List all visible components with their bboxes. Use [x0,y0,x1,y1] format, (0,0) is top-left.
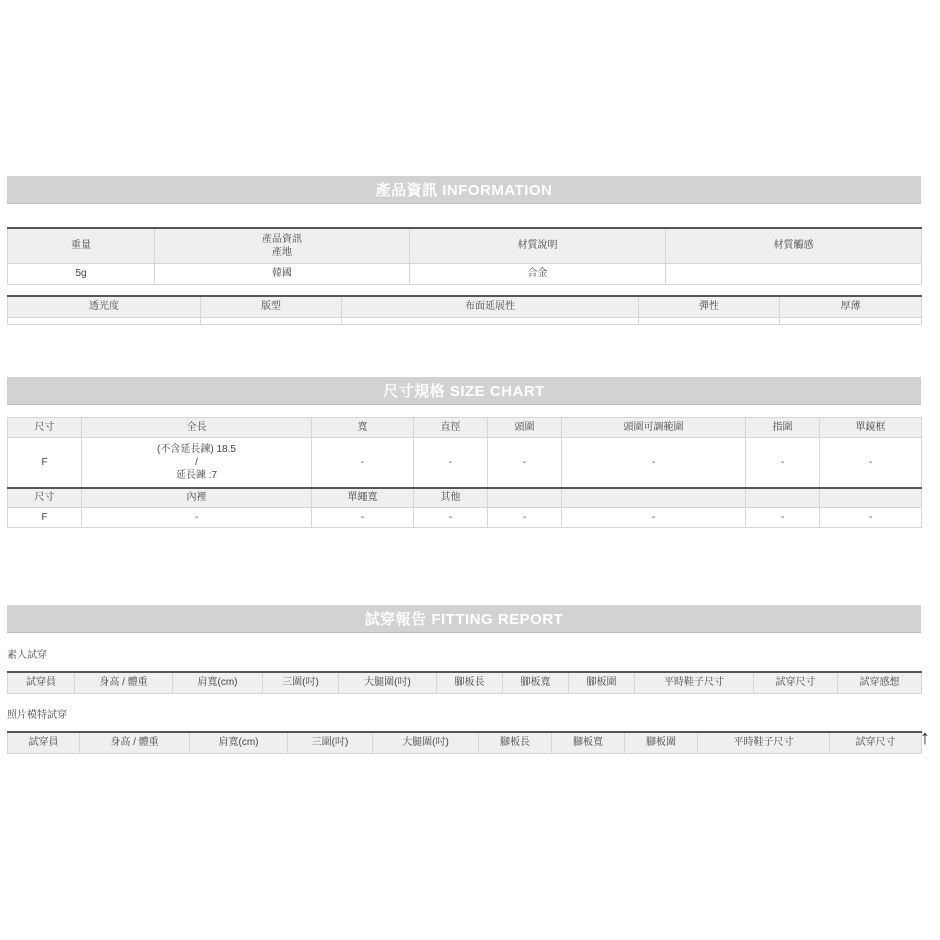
length-value: (不含延長鍊) 18.5 / 延長鍊 :7 [82,438,312,488]
empty-header-7 [746,488,820,508]
fabric-header-row [8,296,922,317]
lining-value: - [82,508,312,528]
fitting-size-header: 試穿尺寸 [754,672,838,693]
fit-value [201,317,342,324]
fitting-report-section-title: 試穿報告 FITTING REPORT [7,605,921,633]
model-shoulder-width-header: 肩寬(cm) [190,732,288,753]
shoulder-width-header: 肩寬(cm) [173,672,263,693]
material-header: 材質說明 [410,228,666,263]
stretch-header: 布面延展性 [342,296,639,317]
information-value-row [8,263,922,284]
foot-width-header: 腳板寬 [503,672,569,693]
texture-header: 材質觸感 [666,228,922,263]
thickness-value [780,317,922,324]
fabric-value-row [8,317,922,324]
model-height-weight-header: 身高 / 體重 [80,732,190,753]
elasticity-value [639,317,780,324]
empty-header-5 [488,488,562,508]
other-value: - [414,508,488,528]
size-chart-table [7,417,922,528]
size-chart-section-title: 尺寸規格 SIZE CHART [7,377,921,405]
thickness-header: 厚薄 [780,296,922,317]
empty-header-6 [562,488,746,508]
scroll-to-top-icon[interactable]: ↑ [920,727,930,749]
strap-width-header: 單繩寬 [312,488,414,508]
head-circumference-header: 頭圍 [488,418,562,438]
finger-circumference-header: 指圍 [746,418,820,438]
model-fitting-table [7,731,922,754]
weight-header: 重量 [8,228,155,263]
single-lens-frame-value: - [820,438,922,488]
strap-width-value: - [312,508,414,528]
stretch-value [342,317,639,324]
material-value: 合金 [410,263,666,284]
elasticity-header: 彈性 [639,296,780,317]
model-fitting-label: 照片模特試穿 [7,710,67,721]
amateur-fitting-table [7,671,922,694]
information-table [7,227,922,285]
model-tester-header: 試穿員 [8,732,80,753]
width-header: 寬 [312,418,414,438]
width-value: - [312,438,414,488]
lining-header: 內裡 [82,488,312,508]
finger-circumference-value: - [746,438,820,488]
model-fitting-size-header: 試穿尺寸 [830,732,922,753]
diameter-header: 直徑 [414,418,488,438]
extra-value-6: - [562,508,746,528]
model-measurements-header: 三圍(吋) [288,732,373,753]
extra-value-5: - [488,508,562,528]
fabric-table [7,295,922,325]
extra-value-8: - [820,508,922,528]
usual-shoe-size-header: 平時鞋子尺寸 [635,672,754,693]
measurements-header: 三圍(吋) [263,672,339,693]
transparency-header: 透光度 [8,296,201,317]
model-foot-circumference-header: 腳板圍 [625,732,698,753]
thigh-header: 大腿圍(吋) [339,672,437,693]
diameter-value: - [414,438,488,488]
amateur-header-row [8,672,922,693]
information-section-title: 產品資訊 INFORMATION [7,176,921,204]
fit-header: 版型 [201,296,342,317]
head-circumference-value: - [488,438,562,488]
tester-header: 試穿員 [8,672,75,693]
model-thigh-header: 大腿圍(吋) [373,732,479,753]
extra-value-7: - [746,508,820,528]
transparency-value [8,317,201,324]
product-origin-header: 產品資訊 產地 [155,228,410,263]
size-header-2: 尺寸 [8,488,82,508]
texture-value [666,263,922,284]
single-lens-frame-header: 單鏡框 [820,418,922,438]
other-header: 其他 [414,488,488,508]
size-header-row-2 [8,488,922,508]
foot-circumference-header: 腳板圍 [569,672,635,693]
empty-header-8 [820,488,922,508]
size-value: F [8,438,82,488]
weight-value: 5g [8,263,155,284]
model-foot-length-header: 腳板長 [479,732,552,753]
length-header: 全長 [82,418,312,438]
origin-value: 韓國 [155,263,410,284]
height-weight-header: 身高 / 體重 [75,672,173,693]
size-value-2: F [8,508,82,528]
head-adjust-range-value: - [562,438,746,488]
fitting-comment-header: 試穿感想 [838,672,922,693]
model-usual-shoe-size-header: 平時鞋子尺寸 [698,732,830,753]
model-header-row [8,732,922,753]
model-foot-width-header: 腳板寬 [552,732,625,753]
size-header: 尺寸 [8,418,82,438]
size-value-row-1 [8,438,922,488]
head-adjust-range-header: 頭圍可調範圍 [562,418,746,438]
size-value-row-2 [8,508,922,528]
size-header-row-1 [8,418,922,438]
foot-length-header: 腳板長 [437,672,503,693]
information-header-row [8,228,922,263]
amateur-fitting-label: 素人試穿 [7,650,47,661]
